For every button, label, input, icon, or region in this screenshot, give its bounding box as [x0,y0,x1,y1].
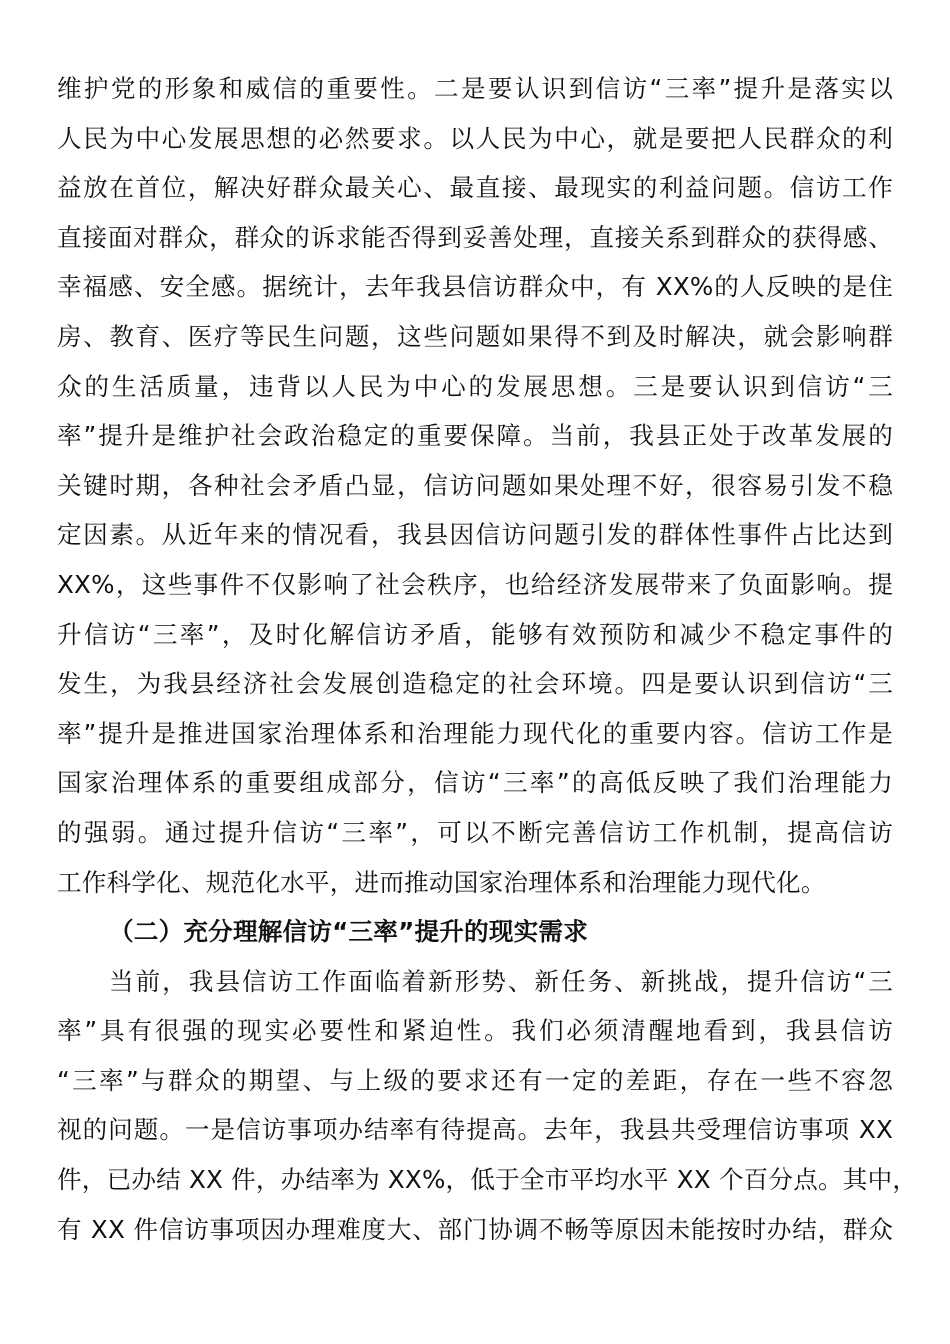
paragraph-line: 升信访“三率”，及时化解信访矛盾，能够有效预防和减少不稳定事件的 [57,619,893,649]
paragraph-line: 人民为中心发展思想的必然要求。以人民为中心，就是要把人民群众的利 [57,123,893,153]
paragraph-line: 当前，我县信访工作面临着新形势、新任务、新挑战，提升信访“三 [109,966,893,996]
paragraph-line: 有 XX 件信访事项因办理难度大、部门协调不畅等原因未能按时办结，群众 [57,1214,893,1244]
paragraph-line: 关键时期，各种社会矛盾凸显，信访问题如果处理不好，很容易引发不稳 [57,470,893,500]
paragraph-line: “三率”与群众的期望、与上级的要求还有一定的差距，存在一些不容忽 [57,1065,893,1095]
section-heading: （二）充分理解信访“三率”提升的现实需求 [109,917,589,947]
paragraph-line: 房、教育、医疗等民生问题，这些问题如果得不到及时解决，就会影响群 [57,321,893,351]
paragraph-line: 幸福感、安全感。据统计，去年我县信访群众中，有 XX%的人反映的是住 [57,272,893,302]
paragraph-line: 率”具有很强的现实必要性和紧迫性。我们必须清醒地看到，我县信访 [57,1016,893,1046]
paragraph-line: 的强弱。通过提升信访“三率”，可以不断完善信访工作机制，提高信访 [57,817,893,847]
paragraph-line: 率”提升是推进国家治理体系和治理能力现代化的重要内容。信访工作是 [57,718,893,748]
paragraph-line: 视的问题。一是信访事项办结率有待提高。去年，我县共受理信访事项 XX [57,1115,893,1145]
paragraph-line: 定因素。从近年来的情况看，我县因信访问题引发的群体性事件占比达到 [57,520,893,550]
paragraph-line: 件，已办结 XX 件，办结率为 XX%，低于全市平均水平 XX 个百分点。其中， [57,1165,918,1195]
paragraph-line: 率”提升是维护社会政治稳定的重要保障。当前，我县正处于改革发展的 [57,421,893,451]
paragraph-line: 众的生活质量，违背以人民为中心的发展思想。三是要认识到信访“三 [57,371,893,401]
paragraph-line: 维护党的形象和威信的重要性。二是要认识到信访“三率”提升是落实以 [57,74,893,103]
paragraph-line: 直接面对群众，群众的诉求能否得到妥善处理，直接关系到群众的获得感、 [57,222,893,252]
paragraph-line: 益放在首位，解决好群众最关心、最直接、最现实的利益问题。信访工作 [57,173,893,203]
paragraph-line: 发生，为我县经济社会发展创造稳定的社会环境。四是要认识到信访“三 [57,669,893,699]
paragraph-line: 国家治理体系的重要组成部分，信访“三率”的高低反映了我们治理能力 [57,768,893,798]
paragraph-line: 工作科学化、规范化水平，进而推动国家治理体系和治理能力现代化。 [57,867,826,897]
paragraph-line: XX%，这些事件不仅影响了社会秩序，也给经济发展带来了负面影响。提 [57,569,893,599]
document-page [57,64,918,1254]
